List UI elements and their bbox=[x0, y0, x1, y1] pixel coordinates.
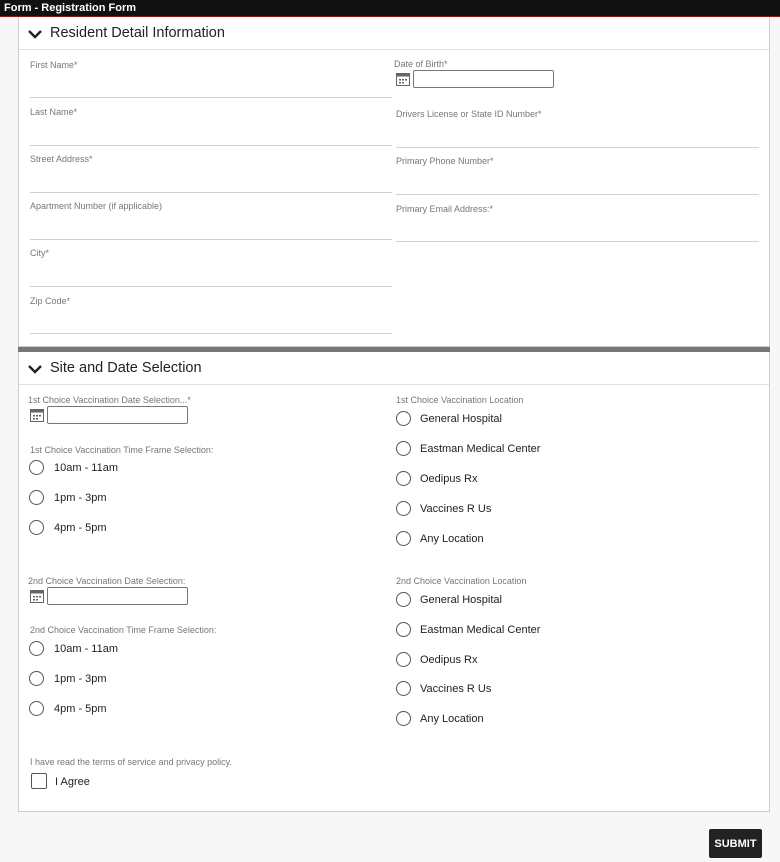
first-location-option-5: Any Location bbox=[420, 533, 484, 545]
first-time-radio-3[interactable] bbox=[29, 520, 44, 535]
submit-button[interactable]: SUBMIT bbox=[709, 829, 762, 858]
first-location-label: 1st Choice Vaccination Location bbox=[396, 395, 524, 405]
first-time-radio-1[interactable] bbox=[29, 460, 44, 475]
last-name-label: Last Name* bbox=[30, 107, 78, 117]
terms-text: I have read the terms of service and privacy policy. bbox=[30, 757, 232, 767]
email-input[interactable] bbox=[396, 241, 759, 242]
first-time-radio-2[interactable] bbox=[29, 490, 44, 505]
second-time-label: 2nd Choice Vaccination Time Frame Selection: bbox=[30, 625, 217, 635]
zip-code-label: Zip Code* bbox=[30, 296, 71, 306]
second-time-option-1: 10am - 11am bbox=[54, 643, 118, 655]
first-location-radio-1[interactable] bbox=[396, 411, 411, 426]
second-location-label: 2nd Choice Vaccination Location bbox=[396, 576, 527, 586]
city-label: City* bbox=[30, 248, 50, 258]
apartment-input[interactable] bbox=[30, 239, 392, 240]
site-date-header[interactable] bbox=[19, 352, 769, 385]
first-time-option-2: 1pm - 3pm bbox=[54, 492, 107, 504]
resident-detail-title: Resident Detail Information bbox=[50, 25, 225, 41]
first-location-radio-4[interactable] bbox=[396, 501, 411, 516]
chevron-down-icon[interactable] bbox=[27, 361, 43, 377]
phone-label: Primary Phone Number* bbox=[396, 156, 494, 166]
apartment-label: Apartment Number (if applicable) bbox=[30, 201, 163, 211]
second-location-option-5: Any Location bbox=[420, 713, 484, 725]
second-location-option-2: Eastman Medical Center bbox=[420, 624, 541, 636]
first-date-input[interactable] bbox=[47, 406, 188, 424]
second-location-radio-3[interactable] bbox=[396, 652, 411, 667]
first-time-label: 1st Choice Vaccination Time Frame Selection: bbox=[30, 445, 214, 455]
resident-detail-header[interactable] bbox=[19, 17, 769, 50]
calendar-icon[interactable] bbox=[30, 589, 44, 603]
second-time-radio-2[interactable] bbox=[29, 671, 44, 686]
first-time-option-3: 4pm - 5pm bbox=[54, 522, 107, 534]
first-name-input[interactable] bbox=[30, 97, 392, 98]
street-address-input[interactable] bbox=[30, 192, 392, 193]
license-input[interactable] bbox=[396, 147, 759, 148]
dob-label: Date of Birth* bbox=[394, 59, 448, 69]
city-input[interactable] bbox=[30, 286, 392, 287]
first-location-radio-2[interactable] bbox=[396, 441, 411, 456]
second-time-radio-1[interactable] bbox=[29, 641, 44, 656]
second-location-radio-5[interactable] bbox=[396, 711, 411, 726]
calendar-icon[interactable] bbox=[396, 72, 410, 86]
phone-input[interactable] bbox=[396, 194, 759, 195]
chevron-down-icon[interactable] bbox=[27, 26, 43, 42]
second-time-radio-3[interactable] bbox=[29, 701, 44, 716]
second-location-radio-2[interactable] bbox=[396, 622, 411, 637]
dob-input[interactable] bbox=[413, 70, 554, 88]
first-time-option-1: 10am - 11am bbox=[54, 462, 118, 474]
first-location-option-4: Vaccines R Us bbox=[420, 503, 492, 515]
second-location-option-3: Oedipus Rx bbox=[420, 654, 478, 666]
site-date-title: Site and Date Selection bbox=[50, 360, 202, 376]
license-label: Drivers License or State ID Number* bbox=[396, 109, 542, 119]
first-location-option-1: General Hospital bbox=[420, 413, 502, 425]
second-location-option-4: Vaccines R Us bbox=[420, 683, 492, 695]
street-address-label: Street Address* bbox=[30, 154, 93, 164]
first-name-label: First Name* bbox=[30, 60, 78, 70]
last-name-input[interactable] bbox=[30, 145, 392, 146]
zip-code-input[interactable] bbox=[30, 333, 392, 334]
second-location-radio-1[interactable] bbox=[396, 592, 411, 607]
second-date-label: 2nd Choice Vaccination Date Selection: bbox=[28, 576, 186, 586]
first-location-option-3: Oedipus Rx bbox=[420, 473, 478, 485]
agree-label: I Agree bbox=[55, 776, 90, 788]
second-time-option-3: 4pm - 5pm bbox=[54, 703, 107, 715]
agree-checkbox[interactable] bbox=[31, 773, 47, 789]
second-location-option-1: General Hospital bbox=[420, 594, 502, 606]
second-date-input[interactable] bbox=[47, 587, 188, 605]
second-time-option-2: 1pm - 3pm bbox=[54, 673, 107, 685]
first-location-radio-3[interactable] bbox=[396, 471, 411, 486]
first-date-label: 1st Choice Vaccination Date Selection...* bbox=[28, 395, 191, 405]
second-location-radio-4[interactable] bbox=[396, 681, 411, 696]
first-location-radio-5[interactable] bbox=[396, 531, 411, 546]
email-label: Primary Email Address:* bbox=[396, 204, 494, 214]
first-location-option-2: Eastman Medical Center bbox=[420, 443, 541, 455]
window-title: Form - Registration Form bbox=[0, 0, 780, 17]
calendar-icon[interactable] bbox=[30, 408, 44, 422]
